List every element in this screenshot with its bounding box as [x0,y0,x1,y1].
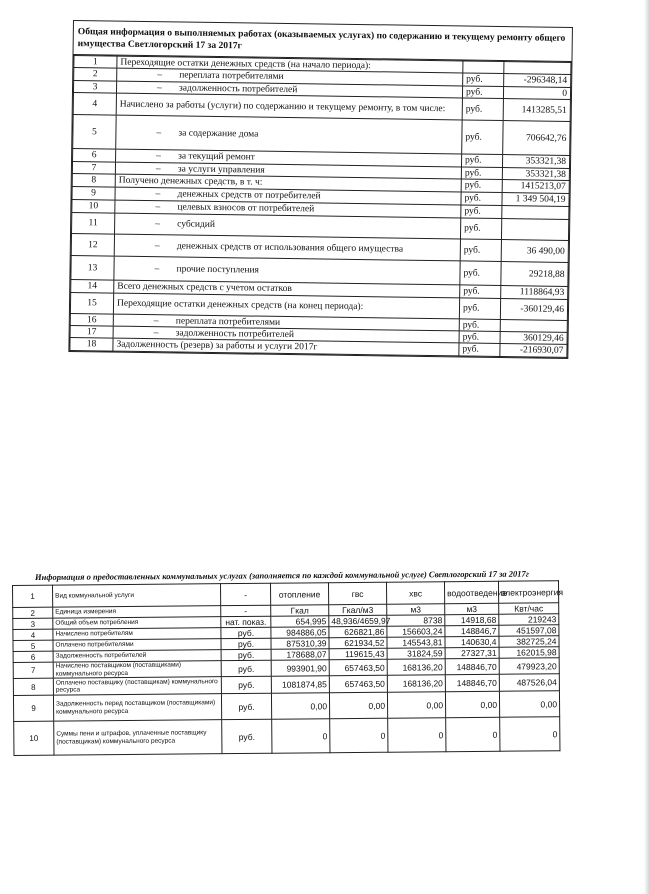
utility-cell: 0 [446,717,500,751]
row-label [116,115,462,154]
row-value: -360129,46 [500,298,567,320]
row-value: 36 490,00 [501,240,568,263]
utility-cell: 479923,20 [499,658,559,675]
row-number: 6 [13,651,53,662]
dash-marker: – [154,240,160,251]
row-value: 1118864,93 [501,285,568,299]
row-number: 1 [74,56,117,69]
row-unit: нат. показ. [221,616,271,627]
row-number: 5 [13,640,53,651]
page-edge-shadow [644,0,650,894]
dash-marker: – [155,202,161,213]
dash-marker: – [156,127,162,138]
row-label-text: Получено денежных средств, в т. ч: [118,175,263,188]
row-value: 360129,46 [500,331,567,344]
row-number: 1 [13,585,53,607]
row-number: 9 [72,187,115,201]
utility-cell: 657463,50 [329,659,387,676]
row-unit: руб. [461,167,502,180]
utility-cell: 654,995 [271,616,329,628]
row-unit: руб. [459,331,500,344]
row-label-text: переплата потребителями [179,70,284,82]
utility-cell: 984886,05 [271,627,329,639]
row-number: 17 [70,325,113,338]
row-number: 6 [73,149,116,163]
dash-marker: – [153,327,159,338]
utility-cell: м3 [387,604,445,616]
utility-cell: 31824,59 [387,648,445,660]
dash-marker: – [156,151,161,162]
utility-cell: 0 [330,718,388,753]
dash-marker: – [155,163,161,174]
utility-cell: 148846,7 [445,625,499,636]
utility-row [14,717,560,756]
row-label-text: Переходящие остатки денежных средств (на конец периода): [116,298,364,313]
row-label-text: переплата потребителями [175,315,281,328]
dash-marker: – [155,219,160,230]
row-unit: руб. [459,319,500,332]
utility-cell: 0,00 [499,691,559,718]
utility-cell: гвс [328,582,386,605]
row-number: 15 [70,292,113,314]
row-value [500,319,567,332]
row-unit: руб. [221,649,271,660]
utility-cell: 8738 [387,615,445,627]
utilities-title: Информация о предоставленных коммунальных услугах (заполняется по каждой коммунальной услуге) Светлогорский 17 за 2017г [35,568,529,582]
row-label-text: Начислено за работы (услуги) по содержанию и текущему ремонту, в том числе: [119,99,446,114]
utility-cell: 162015,98 [499,647,559,659]
utility-cell: 657463,50 [329,675,387,693]
row-label-text: за содержание дома [178,127,259,140]
general-info-rows [70,56,571,358]
utility-cell: 219243 [499,614,559,626]
row-value: 353321,38 [502,155,569,169]
utility-cell: 626821,86 [329,626,387,638]
dash-marker: – [153,315,159,326]
utility-cell: 168136,20 [387,675,445,693]
row-number: 7 [72,162,115,175]
utility-cell: 1081874,85 [271,676,329,694]
row-label-text: за услуги управления [177,163,265,176]
row-unit: руб. [460,239,501,262]
row-unit: руб. [462,120,503,155]
utility-cell: 148846,70 [445,658,499,674]
general-info-title: Общая информация о выполняемых работах (оказываемых услугах) по содержанию и текущему ремонту общего имущества Светлогорский 17 за 2017г [74,21,572,62]
utilities-table [12,580,564,756]
general-info-table [68,20,573,359]
utility-cell: 0,00 [387,692,445,719]
utility-cell: 0 [272,719,330,754]
row-number: 8 [13,678,53,695]
row-number: 2 [74,68,117,82]
row-unit: руб. [463,73,504,87]
utility-cell: м3 [445,603,499,614]
row-number: 16 [70,313,113,326]
row-label: Оплачено поставщику (поставщикам) коммунального ресурса [53,677,221,695]
utility-cell: Гкал [271,605,329,617]
row-unit: руб. [460,261,501,286]
row-label: Вид коммунальной услуги [53,584,221,607]
row-value: -216930,07 [500,343,567,357]
row-number: 18 [70,337,113,351]
row-unit: руб. [459,343,500,357]
utility-cell: 178688,07 [271,649,329,661]
utility-cell: 621934,52 [329,637,387,649]
row-number: 9 [13,695,53,721]
row-number: 3 [73,81,116,94]
row-number: 7 [13,662,53,678]
utility-cell: 145543,81 [387,637,445,649]
row-label-text: Переходящие остатки денежных средств (на начало периода): [120,57,371,71]
row-number: 11 [72,213,115,235]
utility-cell: Квт/час [499,603,559,615]
row-number: 13 [71,255,114,280]
utility-cell: 993901,90 [271,660,329,677]
row-label: Общий объем потребления [53,617,221,629]
row-value: 706642,76 [503,121,570,156]
row-label-text: субсидий [177,219,216,231]
row-unit: руб. [221,693,271,719]
row-number: 4 [73,93,116,116]
row-number: 10 [14,721,54,755]
row-label-text: задолженность потребителей [175,327,295,340]
utility-cell: 168136,20 [387,659,445,676]
row-unit: руб. [461,179,502,193]
row-unit: руб. [462,98,503,121]
utility-cell: 27327,31 [445,647,499,658]
row-label-text: денежных средств от потребителей [177,189,321,202]
row-unit: руб. [221,638,271,649]
row-value: 1415213,07 [502,180,569,194]
utility-cell: 0,00 [271,693,329,720]
row-unit: руб. [222,719,272,753]
utility-cell: 156603,24 [387,626,445,638]
dash-marker: – [155,189,161,200]
row-number: 5 [73,115,116,150]
row-number: 10 [72,200,115,214]
utility-cell: 148846,70 [445,674,499,691]
utility-cell: 0 [388,718,446,753]
row-number: 2 [13,607,53,618]
utility-cell: Гкал/м3 [329,604,387,616]
utilities-rows [13,581,564,756]
row-label-text: задолженность потребителей [178,82,298,95]
row-label: Единица измерения [53,606,221,618]
row-value: 353321,38 [502,168,569,181]
dash-marker: – [154,263,160,274]
row-label-text: Задолженность (резерв) за работы и услуги 2017г [116,339,318,353]
row-number: 3 [13,618,53,629]
utility-cell: 0 [500,717,560,752]
row-unit: руб. [461,192,502,206]
utility-cell: 451597,08 [499,625,559,637]
row-value: -296348,14 [504,74,571,88]
row-label: Начислено потребителям [53,628,221,640]
row-number: 12 [71,234,114,257]
row-label: Начислено поставщиком (поставщиками) коммунального ресурса [53,661,221,678]
row-unit: руб. [461,154,502,168]
row-value [501,219,568,241]
utility-cell: 382725,24 [499,636,559,648]
row-number: 4 [13,629,53,640]
row-unit [463,61,504,74]
row-unit: - [220,583,270,605]
row-value: 1 349 504,19 [502,193,569,207]
utility-cell: водоотведение [444,581,498,603]
utility-cell: хвс [386,582,444,605]
utility-cell: 48,936/4659,97 [329,615,387,627]
row-unit: руб. [461,205,502,219]
row-unit: руб. [221,676,271,693]
row-unit: руб. [221,660,271,676]
row-label: Оплачено потребителями [53,639,221,651]
row-label: Суммы пени и штрафов, уплаченные поставщику (поставщикам) коммунального ресурса [54,720,222,755]
row-unit: руб. [460,218,501,240]
row-unit: руб. [460,285,501,299]
utility-cell: электроэнергия [498,581,558,604]
utility-cell: отопление [270,583,328,606]
row-value: 29218,88 [501,262,568,287]
dash-marker: – [156,82,162,93]
utility-cell: 140630,4 [445,636,499,647]
row-value: 1413285,51 [503,99,570,122]
utility-cell: 14918,68 [445,614,499,625]
row-label: Задолженность перед поставщиком (поставщиками) коммунального ресурса [53,694,221,721]
row-unit: руб. [459,298,500,320]
dash-marker: – [157,70,163,81]
utility-cell: 487526,04 [499,674,559,692]
utility-cell: 0,00 [445,691,499,717]
row-number: 8 [72,174,115,188]
row-unit: - [221,605,271,616]
utility-cell: 0,00 [329,692,387,719]
row-unit: руб. [462,86,503,99]
row-label-text: денежных средств от использования общего имущества [176,240,404,255]
utility-cell: 875310,39 [271,638,329,650]
row-label: Задолженность потребителей [53,650,221,662]
row-label-text: прочие поступления [176,263,260,276]
row-label-text: целевых взносов от потребителей [177,202,315,215]
row-label-text: за текущий ремонт [178,151,255,163]
row-number: 14 [71,279,114,293]
row-value [502,206,569,220]
row-unit: руб. [221,627,271,638]
row-value [504,62,571,75]
row-label-text: Всего денежных средств с учетом остатков [117,281,292,295]
row-value: 0 [503,87,570,100]
utility-cell: 119615,43 [329,648,387,660]
